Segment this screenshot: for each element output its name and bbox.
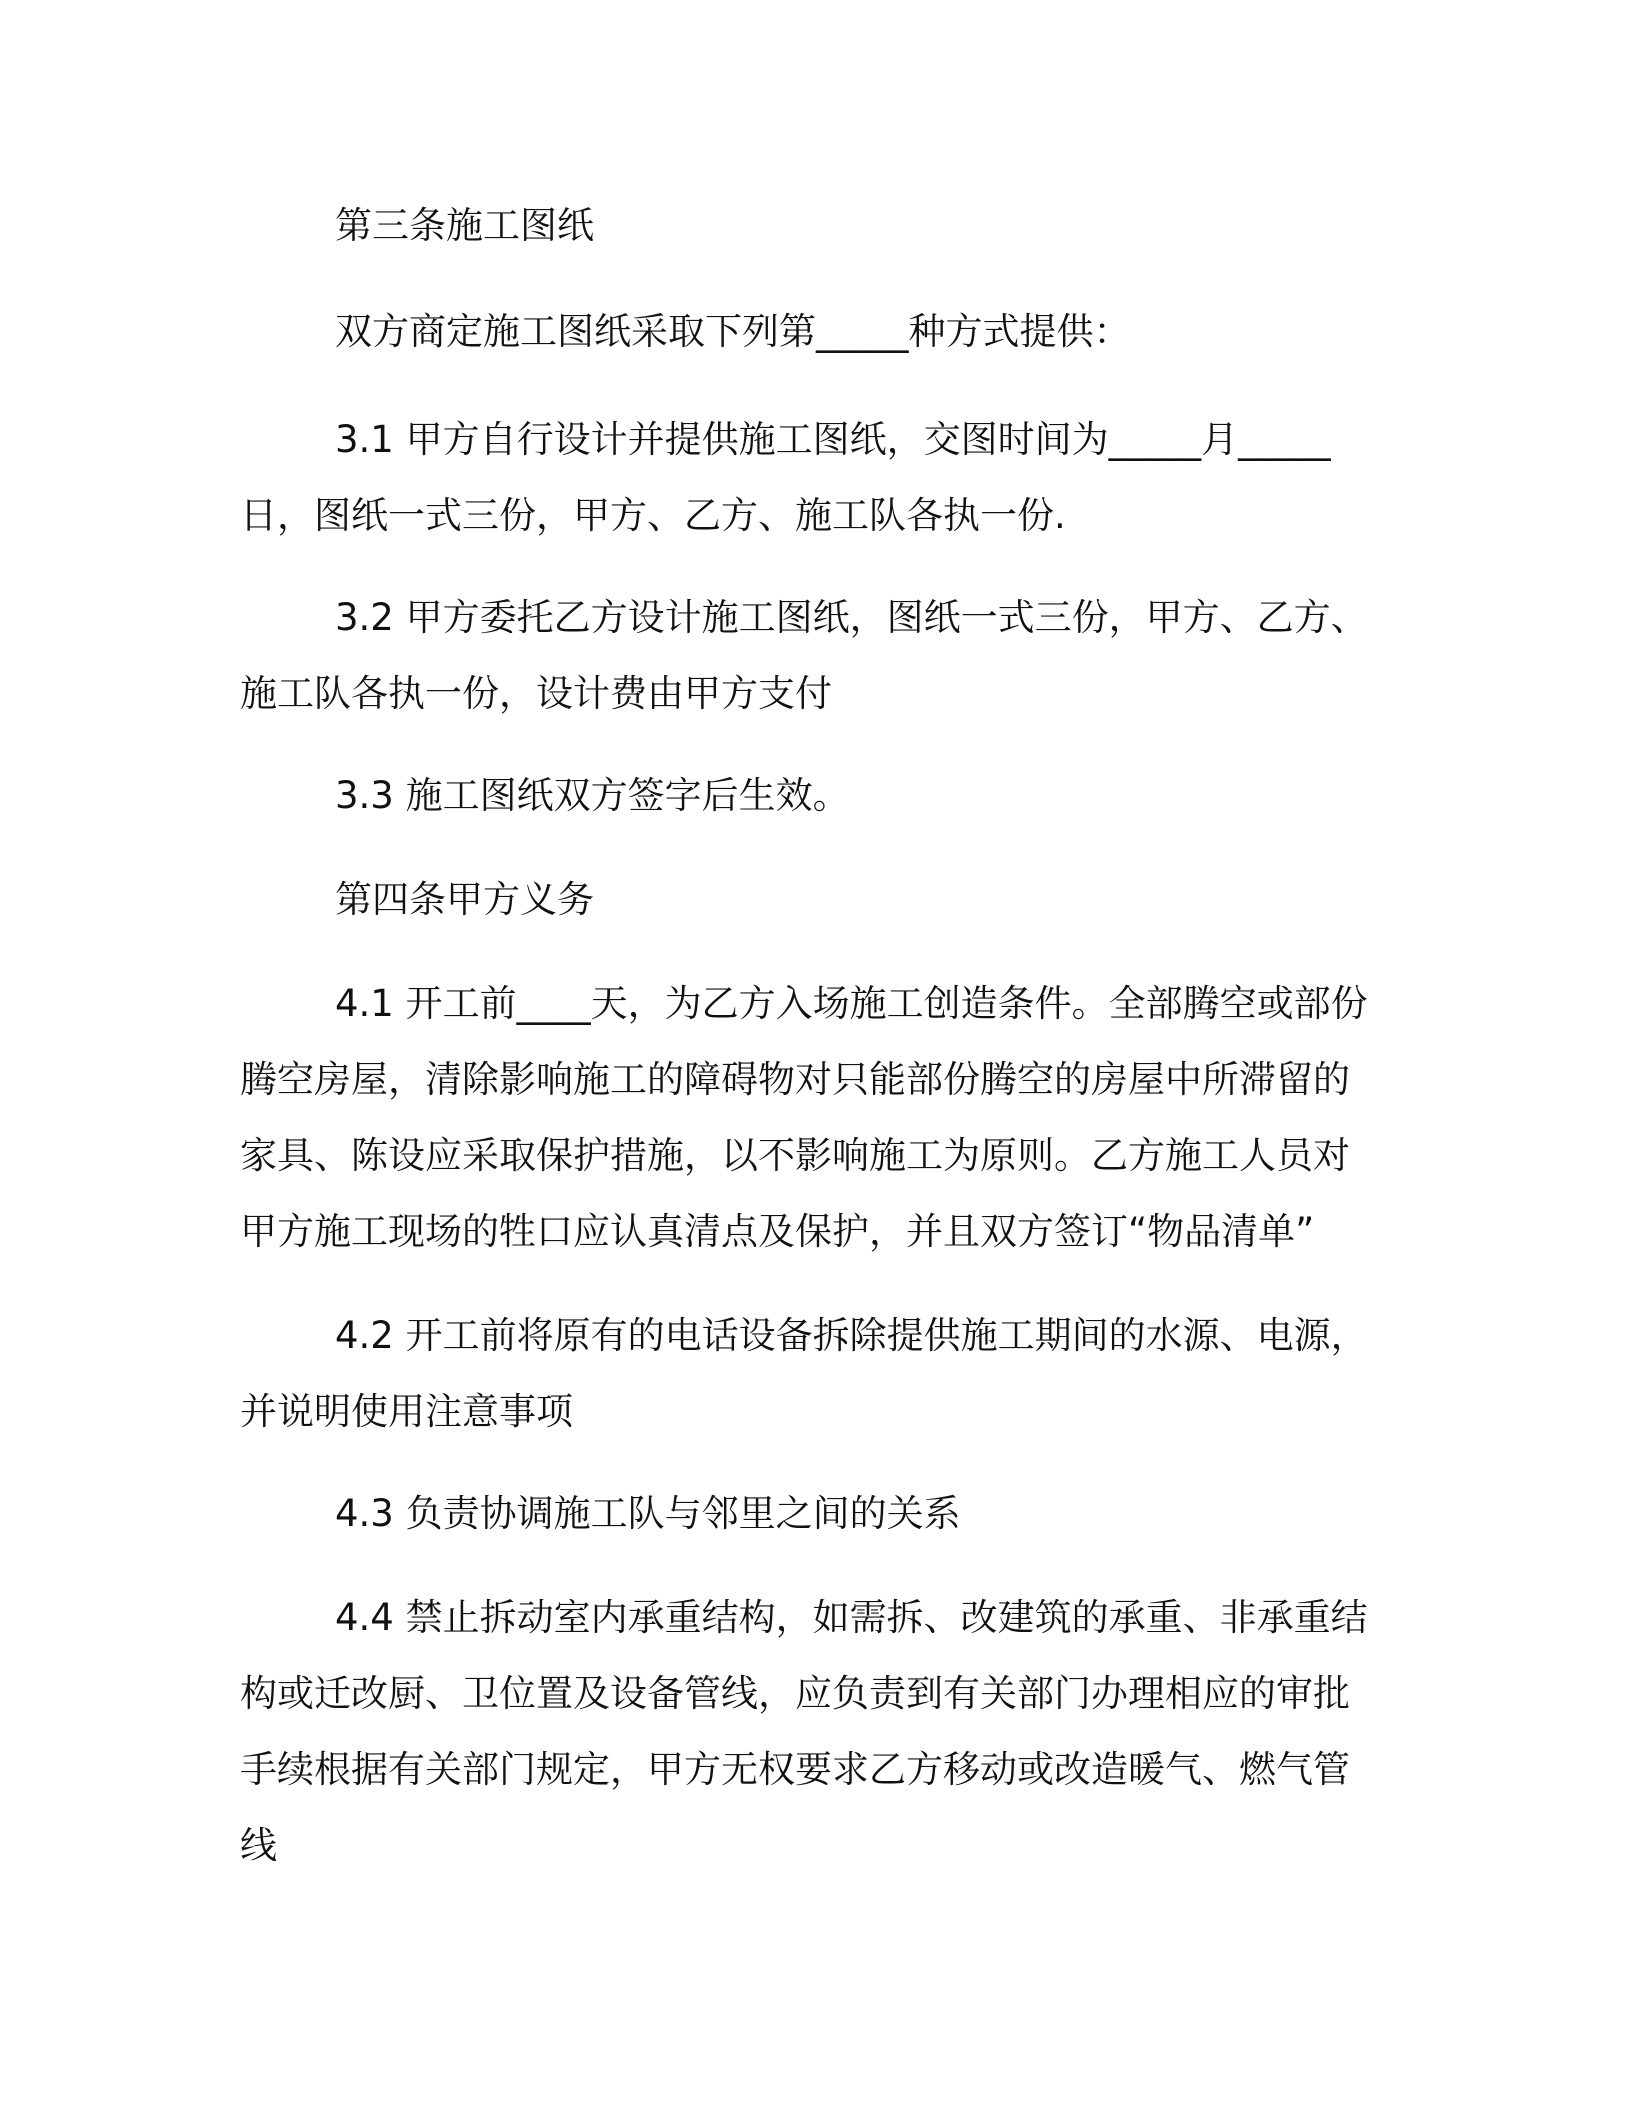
clause-3-1: 3.1 甲方自行设计并提供施工图纸，交图时间为_____月_____日，图纸一式三份，甲方、乙方、施工队各执一份.: [240, 418, 1331, 537]
clause-4-2: 4.2 开工前将原有的电话设备拆除提供施工期间的水源、电源，并说明使用注意事项: [240, 1314, 1368, 1433]
clause-4-4: 4.4 禁止拆动室内承重结构，如需拆、改建筑的承重、非承重结构或迁改厨、卫位置及设备管线，应负责到有关部门办理相应的审批手续根据有关部门规定，甲方无权要求乙方移动或改造暖气、燃气管线: [240, 1596, 1368, 1867]
clause-3-2: 3.2 甲方委托乙方设计施工图纸，图纸一式三份，甲方、乙方、施工队各执一份，设计费由甲方支付: [240, 596, 1368, 715]
section-4-title: 第四条甲方义务: [335, 878, 594, 921]
clause-4-1: 4.1 开工前____天，为乙方入场施工创造条件。全部腾空或部份腾空房屋，清除影响施工的障碍物对只能部份腾空的房屋中所滞留的家具、陈设应采取保护措施，以不影响施工为原则。乙方施工人员对甲方施工现场的牲口应认真清点及保护，并且双方签订“物品清单”: [240, 982, 1368, 1253]
document-body: [240, 188, 1380, 1884]
section-3-title: 第三条施工图纸: [335, 204, 594, 247]
clause-4-3: 4.3 负责协调施工队与邻里之间的关系: [335, 1492, 961, 1535]
section-3-intro: 双方商定施工图纸采取下列第_____种方式提供：: [335, 310, 1131, 353]
clause-3-3: 3.3 施工图纸双方签字后生效。: [335, 774, 850, 817]
